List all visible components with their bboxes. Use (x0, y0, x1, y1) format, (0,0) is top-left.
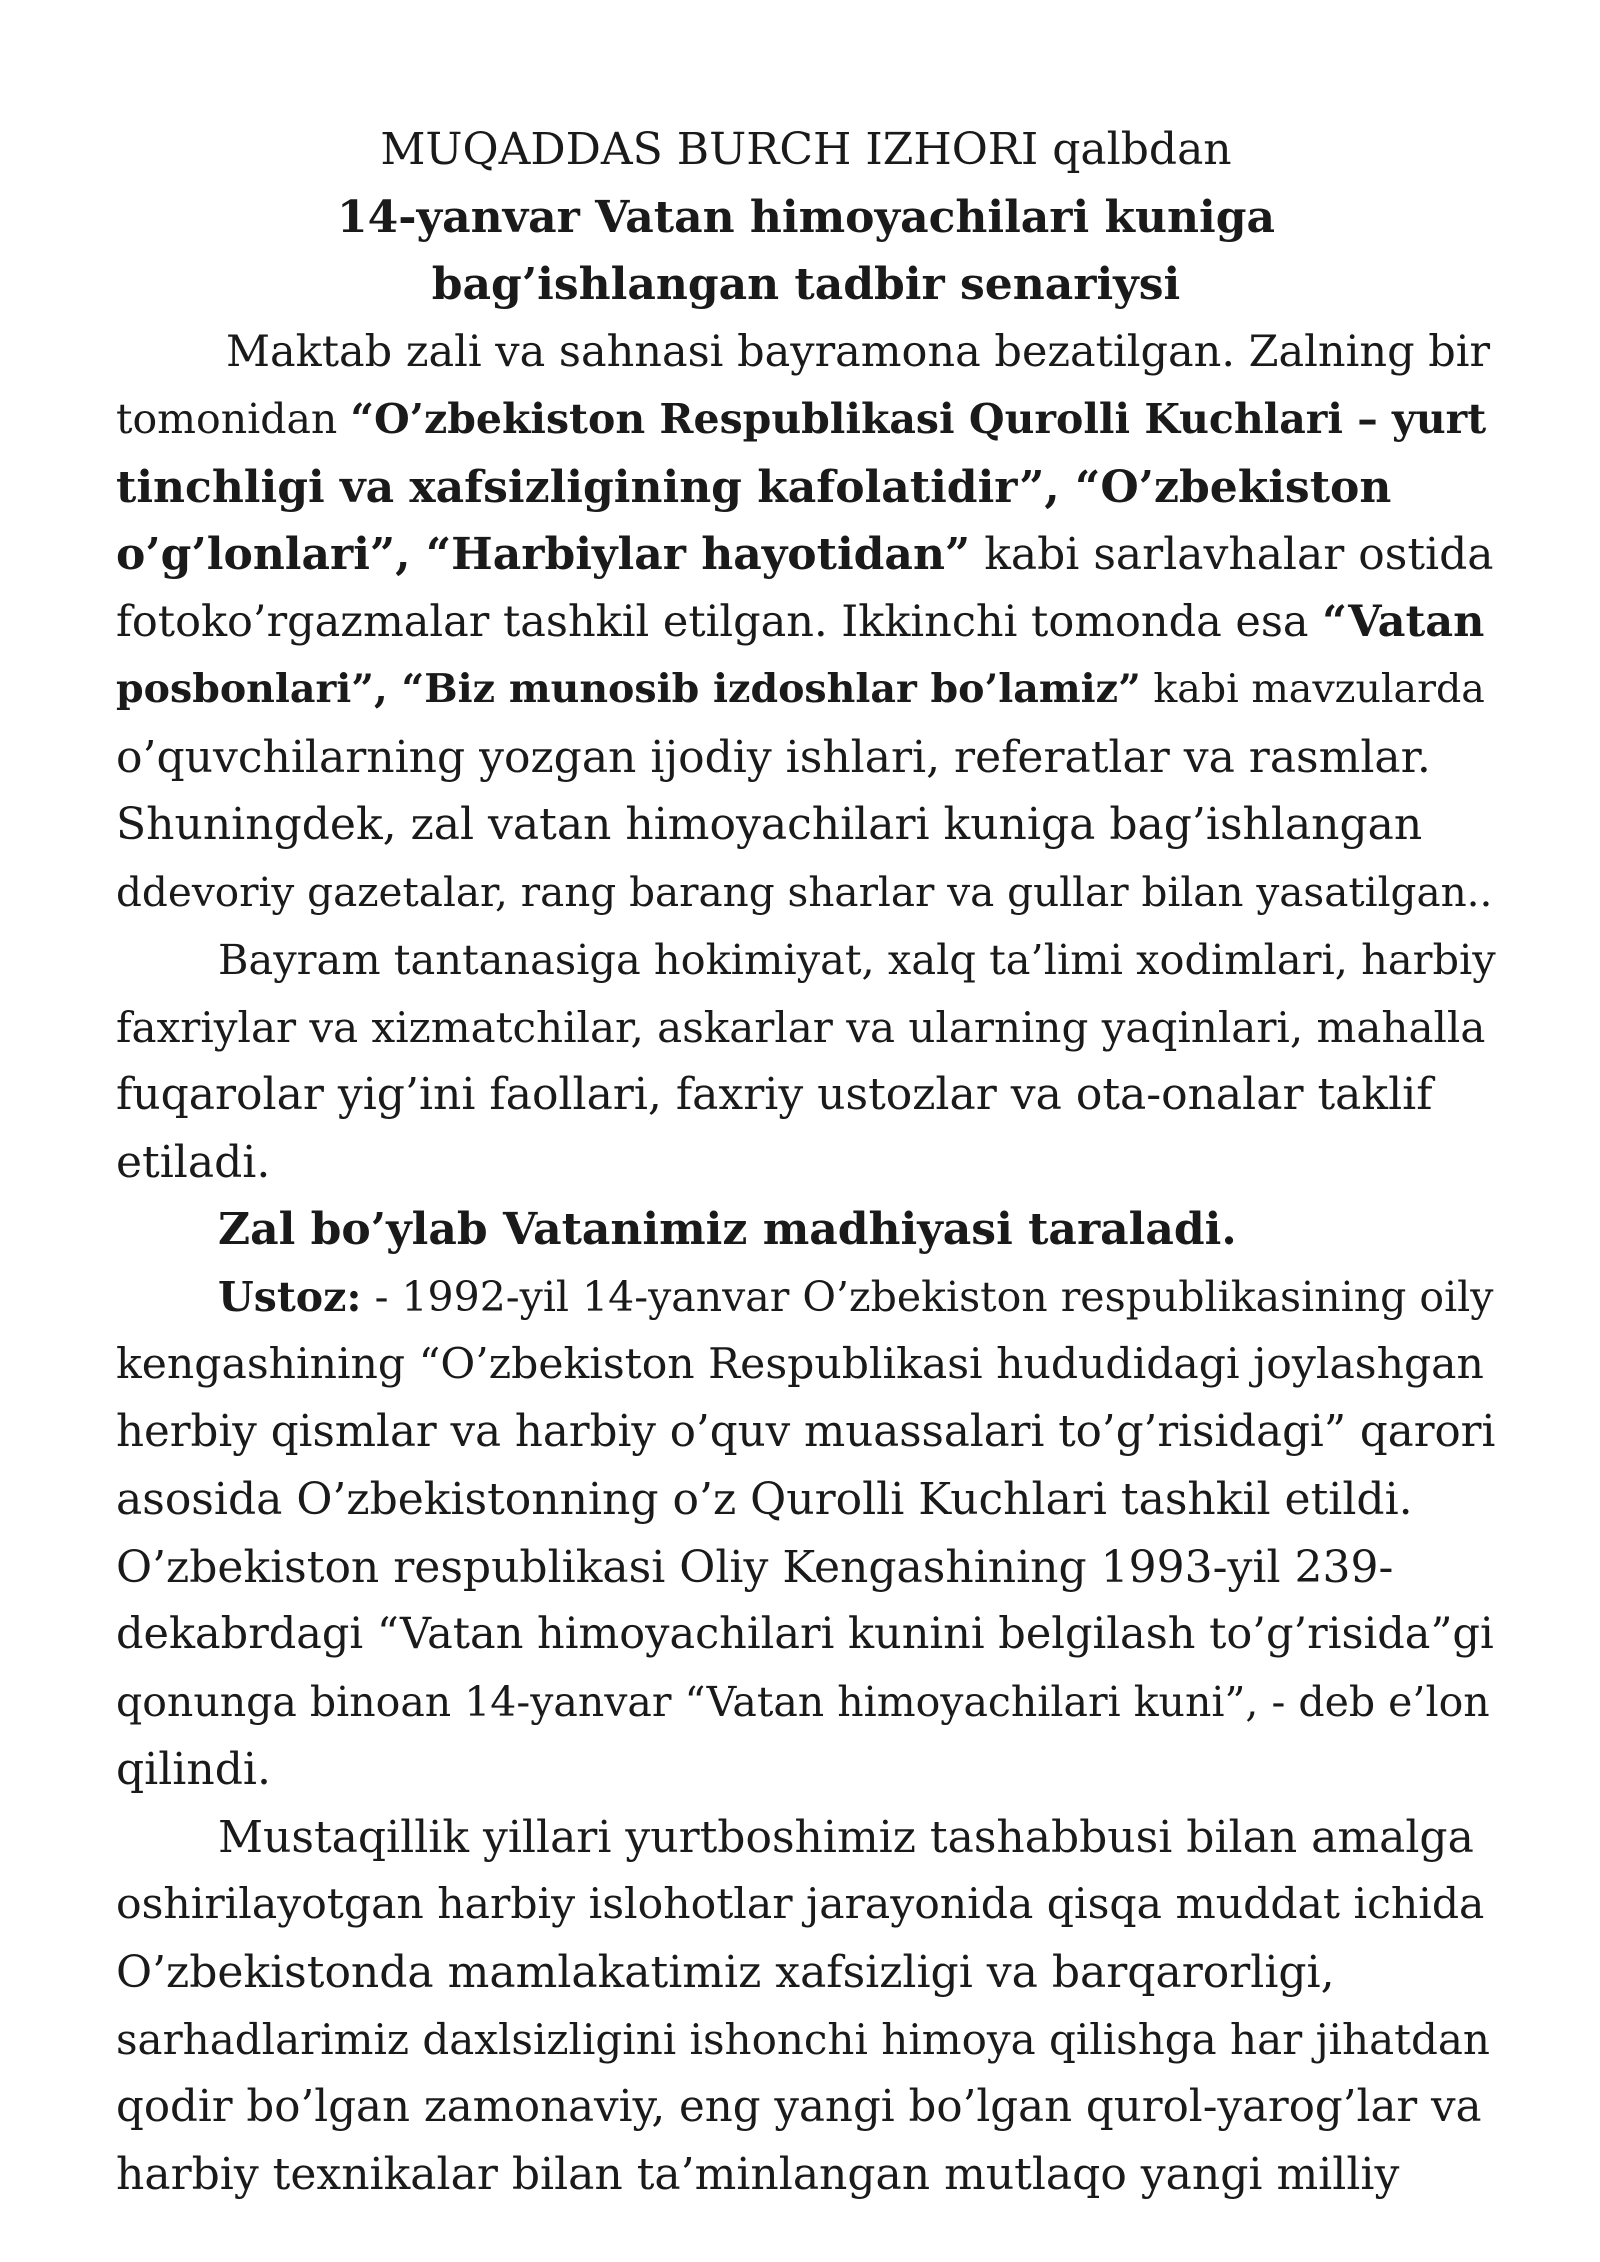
text-line (116, 589, 1496, 657)
text-line: ddevoriy gazetalar, rang barang sharlar va gullar bilan yasatilgan.. (116, 867, 1493, 916)
title-line-3: bag’ishlangan tadbir senariysi (431, 259, 1181, 310)
text-line: qodir bo’lgan zamonaviy, eng yangi bo’lgan qurol-yarog’lar va (116, 2081, 1482, 2132)
paragraph-teacher-speech (116, 1264, 1496, 1804)
text-line: o’quvchilarning yozgan ijodiy ishlari, referatlar va rasmlar. (116, 731, 1431, 783)
text-run: - 1992-yil 14-yanvar O’zbekiston respublikasining oily (361, 1272, 1494, 1321)
paragraph-independence (116, 1804, 1496, 2209)
paragraph-anthem (116, 1196, 1496, 1264)
text-line: O’zbekistonda mamlakatimiz xafsizligi va barqarorligi, (116, 1946, 1335, 1998)
text-line (116, 454, 1496, 522)
text-line (116, 1196, 1496, 1264)
bold-text-run: “O’zbekiston Respublikasi Qurolli Kuchlari – yurt (350, 395, 1487, 443)
bold-text-run: posbonlari”, “Biz munosib izdoshlar bo’lamiz” (116, 666, 1141, 712)
text-line (116, 386, 1496, 454)
text-line (116, 521, 1496, 589)
text-line: oshirilayotgan harbiy islohotlar jarayonida qisqa muddat ichida (116, 1880, 1485, 1929)
text-line: kengashining “O’zbekiston Respublikasi hududidagi joylashgan (116, 1340, 1484, 1389)
text-run: tomonidan (116, 395, 351, 443)
bold-text-run: Zal bo’ylab Vatanimiz madhiyasi taraladi. (218, 1204, 1237, 1255)
text-line: qilindi. (116, 1744, 271, 1795)
text-line: sarhadlarimiz daxlsizligini ishonchi himoya qilishga har jihatdan (116, 2015, 1490, 2064)
text-run: kabi sarlavhalar ostida (970, 529, 1494, 580)
text-line: asosida O’zbekistonning o’z Qurolli Kuchlari tashkil etildi. (116, 1474, 1413, 1525)
paragraph-hall-description (116, 319, 1496, 927)
text-line: Mustaqillik yillari yurtboshimiz tashabbusi bilan amalga (218, 1811, 1474, 1863)
text-line: Bayram tantanasiga hokimiyat, xalq ta’limi xodimlari, harbiy (218, 935, 1496, 984)
text-line: qonunga binoan 14-yanvar “Vatan himoyachilari kuni”, - deb e’lon (116, 1677, 1490, 1726)
text-line: Maktab zali va sahnasi bayramona bezatilgan. Zalning bir (226, 326, 1491, 377)
text-line: Shuningdek, zal vatan himoyachilari kuniga bag’ishlangan (116, 799, 1423, 850)
text-run: kabi mavzularda (1140, 666, 1485, 712)
speaker-label: Ustoz: (218, 1272, 362, 1321)
text-line: faxriylar va xizmatchilar, askarlar va ularning yaqinlari, mahalla (116, 1002, 1486, 1052)
document-title (116, 116, 1496, 319)
title-line-2: 14-yanvar Vatan himoyachilari kuniga (337, 191, 1275, 243)
text-line: harbiy texnikalar bilan ta’minlangan mutlaqo yangi milliy (116, 2149, 1400, 2200)
text-line: fuqarolar yig’ini faollari, faxriy ustozlar va ota-onalar taklif (116, 1069, 1433, 1120)
text-line (116, 656, 1496, 724)
text-line (116, 1264, 1496, 1332)
bold-text-run: o’g’lonlari”, “Harbiylar hayotidan” (116, 529, 971, 580)
text-line: herbiy qismlar va harbiy o’quv muassalari to’g’risidagi” qarori (116, 1406, 1496, 1457)
paragraph-guests (116, 926, 1496, 1196)
text-line: etiladi. (116, 1136, 271, 1188)
text-line: dekabrdagi “Vatan himoyachilari kunini belgilash to’g’risida”gi (116, 1609, 1494, 1659)
title-line-1: MUQADDAS BURCH IZHORI qalbdan (380, 124, 1232, 175)
bold-text-run: “Vatan (1322, 596, 1485, 647)
text-line: O’zbekiston respublikasi Oliy Kengashining 1993-yil 239- (116, 1541, 1394, 1593)
document-body (116, 116, 1496, 2209)
text-run: fotoko’rgazmalar tashkil etilgan. Ikkinchi tomonda esa (116, 596, 1323, 647)
bold-text-run: tinchligi va xafsizligining kafolatidir”, “O’zbekiston (116, 461, 1392, 513)
